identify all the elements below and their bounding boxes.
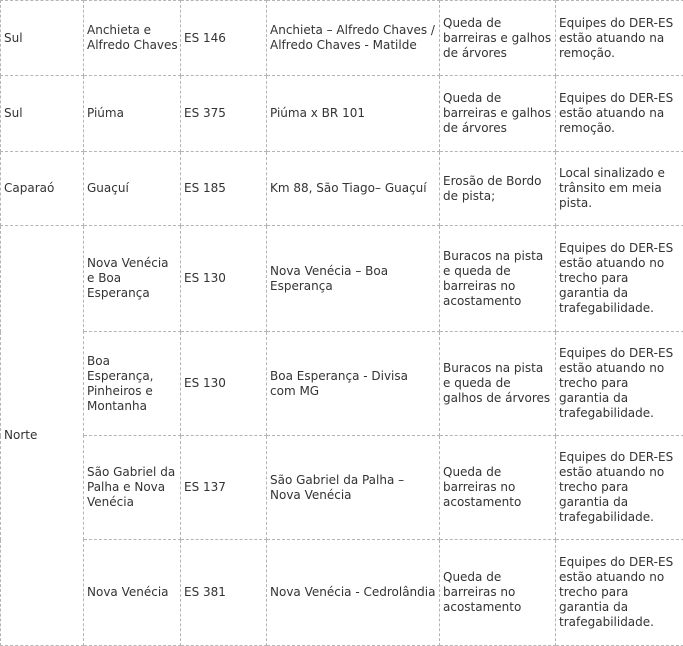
region-cell: Norte (1, 226, 84, 646)
municipalities-cell: Boa Esperança, Pinheiros e Montanha (84, 332, 181, 436)
table-row (1, 226, 683, 332)
stretch-cell: Anchieta – Alfredo Chaves / Alfredo Chaves - Matilde (267, 1, 440, 76)
stretch-cell: Nova Venécia – Boa Esperança (267, 226, 440, 332)
municipalities-cell: Nova Venécia e Boa Esperança (84, 226, 181, 332)
occurrence-cell: Queda de barreiras no acostamento (440, 540, 556, 646)
region-cell: Sul (1, 76, 84, 152)
municipalities-cell: São Gabriel da Palha e Nova Venécia (84, 436, 181, 540)
highway-cell: ES 130 (181, 226, 267, 332)
table-row (1, 332, 683, 436)
occurrence-cell: Queda de barreiras no acostamento (440, 436, 556, 540)
municipalities-cell: Anchieta e Alfredo Chaves (84, 1, 181, 76)
occurrence-cell: Queda de barreiras e galhos de árvores (440, 76, 556, 152)
action-cell: Equipes do DER-ES estão atuando na remoção. (556, 1, 683, 76)
highway-cell: ES 375 (181, 76, 267, 152)
action-cell: Equipes do DER-ES estão atuando na remoção. (556, 76, 683, 152)
table-row (1, 76, 683, 152)
table-row (1, 152, 683, 226)
action-cell: Local sinalizado e trânsito em meia pista. (556, 152, 683, 226)
table-row (1, 1, 683, 76)
action-cell: Equipes do DER-ES estão atuando no trecho para garantia da trafegabilidade. (556, 540, 683, 646)
highway-cell: ES 185 (181, 152, 267, 226)
stretch-cell: Nova Venécia - Cedrolândia (267, 540, 440, 646)
municipalities-cell: Nova Venécia (84, 540, 181, 646)
stretch-cell: Km 88, São Tiago– Guaçuí (267, 152, 440, 226)
highway-cell: ES 146 (181, 1, 267, 76)
region-cell: Sul (1, 1, 84, 76)
occurrence-cell: Buracos na pista e queda de galhos de árvores (440, 332, 556, 436)
stretch-cell: São Gabriel da Palha – Nova Venécia (267, 436, 440, 540)
action-cell: Equipes do DER-ES estão atuando no trecho para garantia da trafegabilidade. (556, 332, 683, 436)
action-cell: Equipes do DER-ES estão atuando no trecho para garantia da trafegabilidade. (556, 226, 683, 332)
stretch-cell: Piúma x BR 101 (267, 76, 440, 152)
municipalities-cell: Piúma (84, 76, 181, 152)
highway-cell: ES 381 (181, 540, 267, 646)
municipalities-cell: Guaçuí (84, 152, 181, 226)
table-row (1, 436, 683, 540)
stretch-cell: Boa Esperança - Divisa com MG (267, 332, 440, 436)
table-row (1, 540, 683, 646)
highway-cell: ES 130 (181, 332, 267, 436)
region-cell: Caparaó (1, 152, 84, 226)
action-cell: Equipes do DER-ES estão atuando no trecho para garantia da trafegabilidade. (556, 436, 683, 540)
highway-cell: ES 137 (181, 436, 267, 540)
occurrence-cell: Queda de barreiras e galhos de árvores (440, 1, 556, 76)
occurrence-cell: Buracos na pista e queda de barreiras no acostamento (440, 226, 556, 332)
occurrence-cell: Erosão de Bordo de pista; (440, 152, 556, 226)
